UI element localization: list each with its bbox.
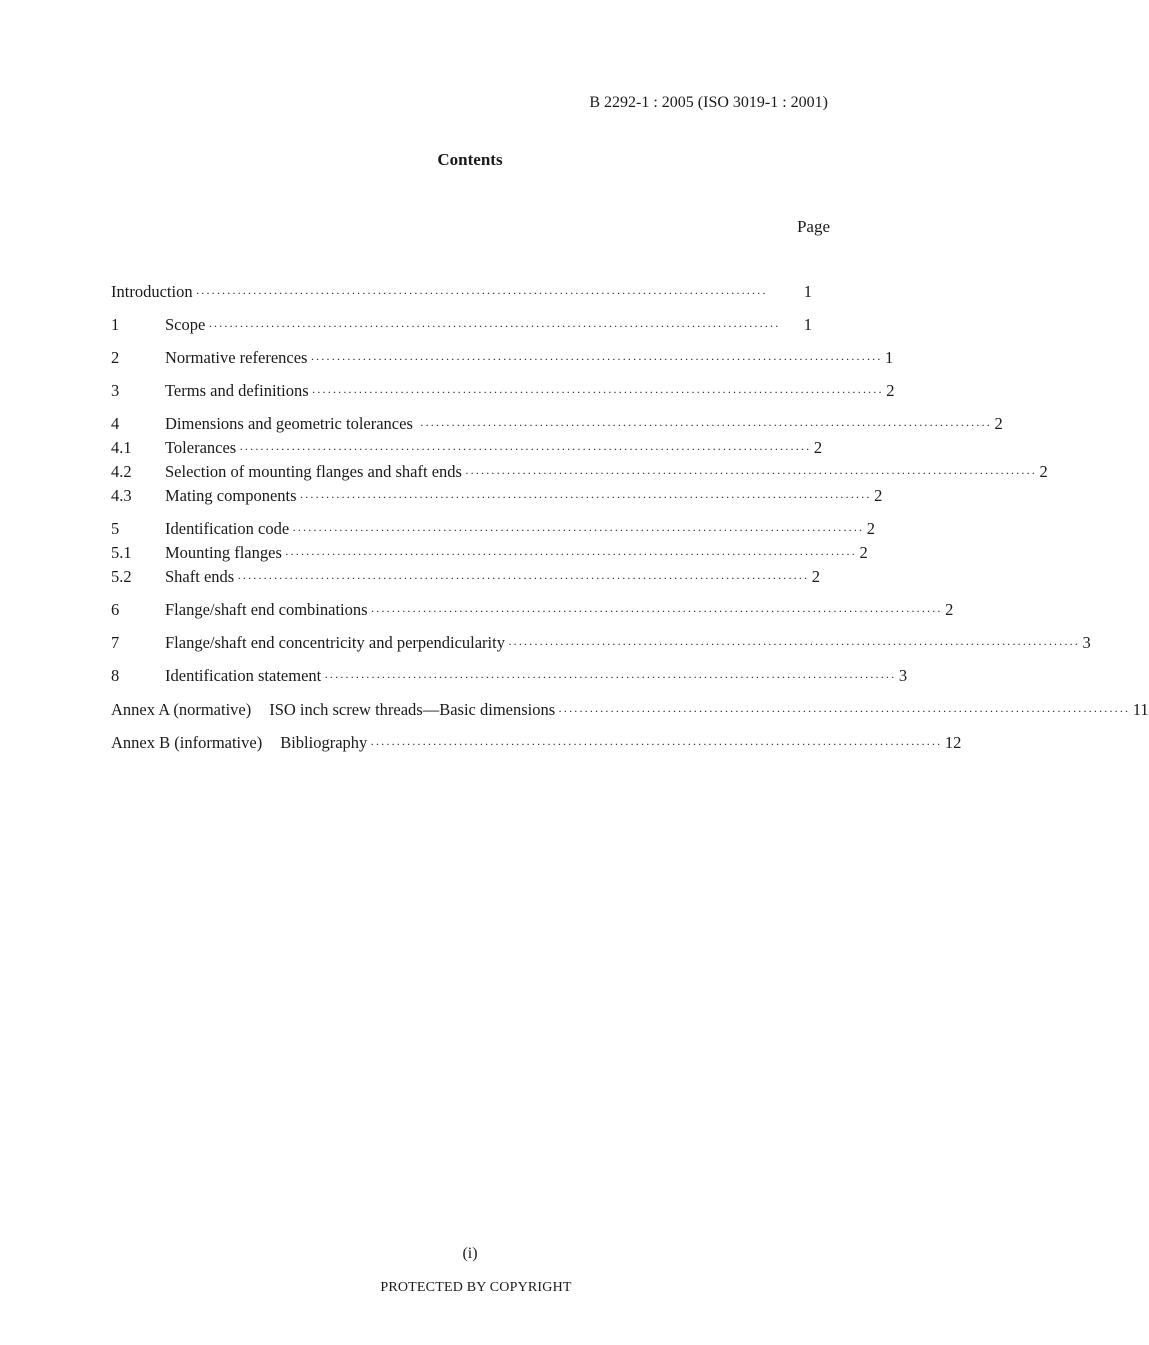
toc-entry-number: 5 [111, 519, 120, 538]
leader-dots: ·············································································································· [208, 319, 780, 333]
toc-entry-page: 1 [885, 348, 894, 367]
leader-dots: ·············································································································· [292, 523, 864, 537]
toc-entry-title: Terms and definitions [165, 381, 309, 400]
toc-entry-introduction[interactable] [111, 282, 812, 304]
toc-entry-title: Selection of mounting flanges and shaft ends [165, 462, 462, 481]
leader-dots: ·············································································································· [419, 418, 992, 432]
toc-entry-shaft-ends[interactable] [111, 567, 821, 589]
toc-entry-annex-b[interactable] [111, 733, 962, 755]
toc-entry-terms-and-definitions[interactable] [111, 381, 895, 403]
toc-entry-page: 2 [945, 600, 954, 619]
toc-entry-page: 1 [803, 315, 812, 334]
toc-entry-page: 12 [944, 733, 962, 752]
leader-dots: ·············································································································· [370, 737, 942, 751]
toc-entry-title: Introduction [111, 282, 193, 301]
toc-entry-number: 1 [111, 315, 120, 334]
leader-dots: ·············································································································· [324, 670, 896, 684]
toc-entry-number: 4.3 [111, 486, 132, 505]
toc-entry-title: Dimensions and geometric tolerances [165, 414, 413, 433]
toc-entry-number: 8 [111, 666, 120, 685]
toc-entry-page: 2 [886, 381, 895, 400]
toc-entry-number: 4.2 [111, 462, 132, 481]
toc-entry-mating-components[interactable] [111, 486, 883, 508]
leader-dots: ·············································································································· [558, 704, 1130, 718]
copyright-notice: PROTECTED BY COPYRIGHT [380, 1280, 572, 1295]
annex-label: Annex A (normative) [111, 700, 252, 719]
toc-entry-page: 2 [813, 438, 823, 457]
toc-entry-title: ISO inch screw threads—Basic dimensions [269, 700, 556, 719]
toc-entry-selection-of-flanges[interactable] [111, 462, 1048, 484]
toc-entry-annex-a[interactable] [111, 700, 1149, 722]
toc-entry-title: Mounting flanges [165, 543, 282, 562]
toc-entry-tolerances[interactable] [111, 438, 823, 460]
toc-entry-title: Scope [165, 315, 206, 334]
leader-dots: ·············································································································· [310, 352, 883, 366]
toc-entry-title: Bibliography [280, 733, 368, 752]
toc-entry-mounting-flanges[interactable] [111, 543, 868, 565]
toc-entry-page: 11 [1132, 700, 1149, 719]
toc-entry-scope[interactable] [111, 315, 812, 337]
toc-entry-title: Mating components [165, 486, 297, 505]
toc-entry-identification-statement[interactable] [111, 666, 908, 688]
toc-entry-normative-references[interactable] [111, 348, 894, 370]
annex-label: Annex B (informative) [111, 733, 263, 752]
toc-entry-title: Shaft ends [165, 567, 235, 586]
leader-dots: ·············································································································· [237, 571, 809, 585]
toc-entry-number: 2 [111, 348, 120, 367]
page-number: (i) [462, 1245, 478, 1262]
contents-heading: Contents [437, 150, 503, 169]
leader-dots: ·············································································································· [464, 466, 1037, 480]
leader-dots: ·············································································································· [370, 604, 943, 618]
toc-entry-page: 2 [874, 486, 883, 505]
toc-entry-number: 4.1 [111, 438, 132, 457]
toc-entry-title: Tolerances [165, 438, 237, 457]
toc-entry-number: 7 [111, 633, 120, 652]
toc-entry-title: Flange/shaft end combinations [165, 600, 368, 619]
toc-entry-concentricity[interactable] [111, 633, 1091, 655]
toc-entry-page: 2 [994, 414, 1003, 433]
leader-dots: ·············································································································· [195, 286, 768, 300]
leader-dots: ·············································································································· [239, 442, 811, 456]
toc-entry-title: Normative references [165, 348, 308, 367]
toc-entry-number: 4 [111, 414, 120, 433]
page-column-label: Page [796, 217, 830, 236]
leader-dots: ·············································································································· [311, 385, 884, 399]
toc-entry-title: Flange/shaft end concentricity and perpendicularity [165, 633, 505, 652]
toc-entry-number: 6 [111, 600, 120, 619]
toc-entry-page: 2 [1039, 462, 1048, 481]
toc-entry-number: 3 [111, 381, 120, 400]
toc-entry-title: Identification code [165, 519, 290, 538]
toc-entry-number: 5.1 [111, 543, 132, 562]
toc-entry-number: 5.2 [111, 567, 132, 586]
toc-entry-page: 3 [1082, 633, 1091, 652]
toc-entry-flange-shaft-combinations[interactable] [111, 600, 954, 622]
toc-entry-page: 2 [811, 567, 821, 586]
document-identifier: B 2292-1 : 2005 (ISO 3019-1 : 2001) [589, 94, 828, 111]
toc-entry-page: 2 [866, 519, 875, 538]
toc-entry-identification-code[interactable] [111, 519, 875, 541]
toc-entry-dimensions-and-tolerances[interactable] [111, 414, 1003, 436]
toc-entry-title: Identification statement [165, 666, 322, 685]
toc-entry-page: 2 [859, 543, 868, 562]
leader-dots: ·············································································································· [507, 637, 1080, 651]
toc-entry-page: 1 [803, 282, 812, 301]
leader-dots: ·············································································································· [284, 547, 857, 561]
leader-dots: ·············································································································· [299, 490, 872, 504]
toc-entry-page: 3 [898, 666, 908, 685]
